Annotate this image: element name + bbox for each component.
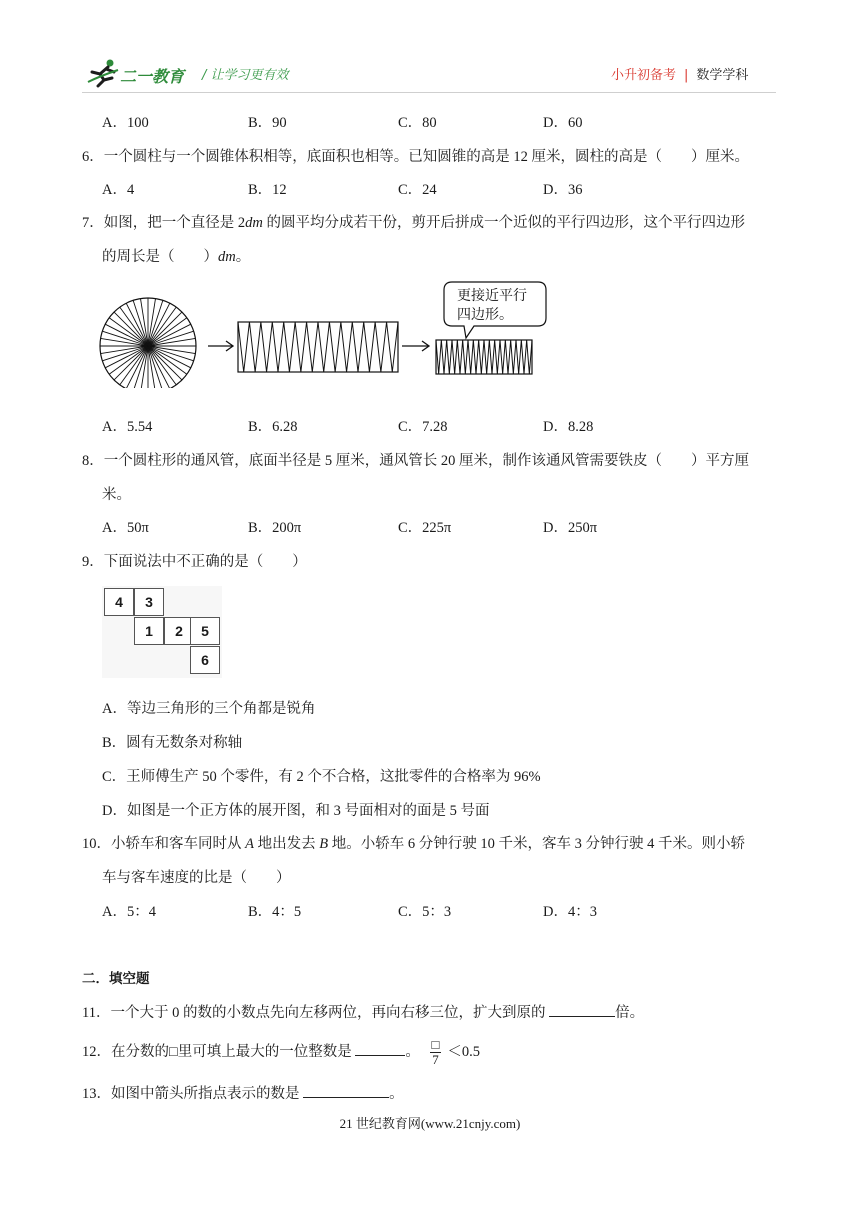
q10-text-line2: 车与客车速度的比是（ ） (102, 870, 291, 886)
net-face: 2 (164, 617, 194, 645)
q8-option-c: C．225π (398, 520, 452, 536)
section-fill-in-title: 二．填空题 (82, 971, 150, 987)
arrow-2-icon (402, 341, 429, 351)
q7-line1-unit: dm (245, 215, 263, 231)
q9-option-b: B．圆有无数条对称轴 (102, 735, 243, 751)
q10-option-b: B．4：5 (248, 904, 302, 920)
footer-source: 21 世纪教育网(www.21cnjy.com) (339, 1116, 521, 1131)
q10-line1-c: 地。小轿车 6 分钟行驶 10 千米，客车 3 分钟行驶 4 千米。则小轿 (328, 836, 745, 852)
slogan: / 让学习更有效 (202, 68, 289, 83)
runner-logo-icon (86, 58, 120, 88)
q7-option-c: C．7.28 (398, 419, 448, 435)
q12-frac-denominator: 7 (432, 1052, 439, 1067)
q9-text: 9．下面说法中不正确的是（ ） (82, 554, 307, 570)
q8-text-line1: 8．一个圆柱形的通风管，底面半径是 5 厘米，通风管长 20 厘米，制作该通风管需要铁皮（ ）平方厘 (82, 453, 749, 469)
header-subject-label: 数学学科 (696, 68, 749, 83)
q10-option-c: C．5：3 (398, 904, 452, 920)
q11-answer-blank[interactable] (549, 1002, 615, 1017)
header-right (611, 64, 748, 83)
arrow-1-icon (208, 341, 233, 351)
q6-option-a: A．4 (102, 182, 135, 198)
cube-net-figure (102, 586, 222, 678)
q7-text-line2 (102, 245, 250, 266)
q13-post: 。 (389, 1086, 404, 1102)
q6-option-b: B．12 (248, 182, 287, 198)
q12-compare: ＜0.5 (447, 1043, 480, 1060)
q10-line1-a: 10．小轿车和客车同时从 (82, 836, 246, 852)
q7-line2-pre: 的周长是（ ） (102, 249, 218, 265)
q7-option-b: B．6.28 (248, 419, 298, 435)
q10-option-d: D．4：3 (543, 904, 597, 920)
q5-option-d: D．60 (543, 115, 583, 131)
q7-line2-unit: dm (218, 249, 236, 265)
q11-pre: 11．一个大于 0 的数的小数点先向左移两位，再向右移三位，扩大到原的 (82, 1005, 550, 1021)
q9-option-d: D．如图是一个正方体的展开图，和 3 号面相对的面是 5 号面 (102, 803, 490, 819)
q6-option-c: C．24 (398, 182, 437, 198)
q7-line2-post: 。 (235, 249, 251, 265)
q8-option-b: B．200π (248, 520, 302, 536)
q10-point-a: A (245, 836, 254, 852)
q12-answer-blank[interactable] (355, 1041, 405, 1056)
parallelogram-approximation-1 (238, 322, 398, 372)
q7-line1-post: 的圆平均分成若干份，剪开后拼成一个近似的平行四边形，这个平行四边形 (262, 215, 745, 231)
q9-option-a: A．等边三角形的三个角都是锐角 (102, 701, 316, 717)
q12-fraction (430, 1038, 442, 1067)
q5-option-b: B．90 (248, 115, 287, 131)
q5-option-a: A．100 (102, 115, 149, 131)
bubble-text-line1: 更接近平行 (457, 288, 527, 304)
q7-text-line1 (82, 211, 745, 232)
q10-line1-b: 地出发去 (253, 836, 320, 852)
q13-text (82, 1082, 404, 1103)
header (0, 0, 860, 100)
net-face: 4 (104, 588, 134, 616)
q12-pre: 12．在分数的□里可填上最大的一位整数是 (82, 1043, 356, 1060)
net-face: 5 (190, 617, 220, 645)
q12-post: 。 (405, 1043, 420, 1060)
q10-option-a: A．5：4 (102, 904, 156, 920)
q6-text: 6．一个圆柱与一个圆锥体积相等，底面积也相等。已知圆锥的高是 12 厘米，圆柱的高是（ ）厘米。 (82, 149, 749, 165)
header-exam-label: 小升初备考 (611, 68, 677, 83)
divided-circle (100, 298, 196, 388)
net-face: 1 (134, 617, 164, 645)
logo-text: 二一教育 (120, 67, 185, 86)
q12-frac-numerator: □ (431, 1037, 440, 1052)
net-face: 6 (190, 646, 220, 674)
q8-option-a: A．50π (102, 520, 149, 536)
q12-text (82, 1038, 480, 1067)
q5-option-c: C．80 (398, 115, 437, 131)
q7-option-a: A．5.54 (102, 419, 153, 435)
q9-option-c: C．王师傅生产 50 个零件，有 2 个不合格，这批零件的合格率为 96% (102, 769, 541, 785)
q8-option-d: D．250π (543, 520, 598, 536)
net-face: 3 (134, 588, 164, 616)
q11-post: 倍。 (615, 1005, 645, 1021)
q13-pre: 13．如图中箭头所指点表示的数是 (82, 1086, 304, 1102)
header-separator: | (684, 68, 689, 83)
q10-point-b: B (319, 836, 329, 852)
q7-line1-pre: 7．如图，把一个直径是 2 (82, 215, 246, 231)
parallelogram-approximation-2 (436, 340, 532, 374)
q7-option-d: D．8.28 (543, 419, 594, 435)
q11-text (82, 1001, 644, 1022)
q13-answer-blank[interactable] (303, 1083, 389, 1098)
q10-text-line1 (82, 832, 745, 853)
q8-text-line2: 米。 (102, 487, 131, 503)
bubble-text-line2: 四边形。 (457, 307, 513, 323)
header-divider (82, 92, 776, 93)
q7-figure (96, 276, 556, 388)
q6-option-d: D．36 (543, 182, 583, 198)
